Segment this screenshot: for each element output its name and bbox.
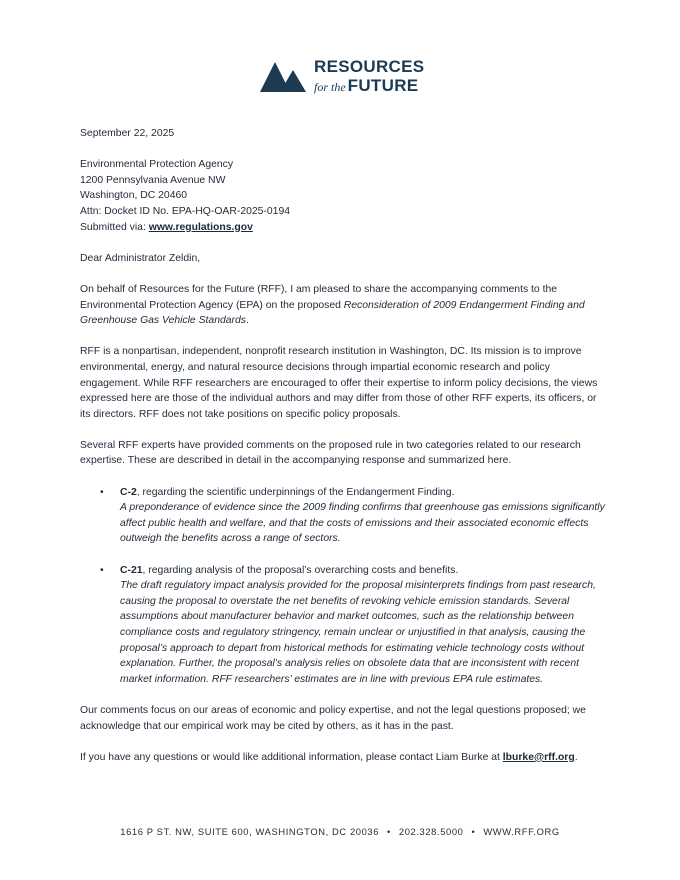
footer-separator: • [387, 826, 391, 837]
regulations-gov-link[interactable]: www.regulations.gov [148, 221, 253, 233]
intro-text: On behalf of Resources for the Future (RFF), I am pleased to share the accompanying comments to the Environmental Protection Agency (EPA) on the proposed [80, 283, 558, 311]
comment-code: C-2 [120, 486, 137, 498]
focus-paragraph: Our comments focus on our areas of economic and policy expertise, and not the legal questions proposed; we acknowledge that our empirical work may be cited by others, as it has in the past. [80, 704, 586, 732]
comment-detail: The draft regulatory impact analysis provided for the proposal misinterprets findings from past research, causing the proposal to overstate the net benefits of revoking vehicle emission standards. Several assumptions about manufacturer behavior and market outcomes, such as the relationship between compliance costs and regulatory stringency, remain unclear or unjustified in that analysis, causing the proposal’s approach to depart from historical methods for estimating vehicle technology costs without explanation. Further, the proposal’s analysis relies on obsolete data that are inconsistent with recent market information. RFF researchers’ estimates are in line with previous EPA rule estimates. [120, 580, 596, 685]
submitted-via-label: Submitted via: [80, 221, 149, 233]
list-item [80, 563, 605, 688]
recipient-address [80, 157, 605, 235]
logo-future: FUTURE [347, 76, 419, 95]
proposal-title: Reconsideration of 2009 Endangerment Finding and Greenhouse Gas Vehicle Standards [80, 299, 585, 327]
letterhead-footer [0, 826, 680, 837]
comment-list [80, 485, 605, 688]
logo-resources: RESOURCES [314, 57, 425, 76]
contact-text: If you have any questions or would like additional information, please contact Liam Burke at [80, 751, 503, 763]
contact-email-link[interactable]: lburke@rff.org [502, 751, 575, 763]
recipient-name: Environmental Protection Agency [80, 159, 234, 171]
footer-separator: • [471, 826, 476, 837]
intro-paragraph [80, 282, 605, 329]
bullet-icon: • [100, 486, 104, 498]
comment-detail: A preponderance of evidence since the 2009 finding confirms that greenhouse gas emissions significantly affect public health and welfare, and that the costs of emissions and their associated economic effects outweigh the benefits across a range of sectors. [120, 502, 605, 545]
list-item [80, 485, 605, 547]
contact-end: . [574, 751, 578, 763]
recipient-city: Washington, DC 20460 [80, 190, 188, 202]
summary-intro-paragraph: Several RFF experts have provided comments on the proposed rule in two categories related to our research expertise. These are described in detail in the accompanying response and summarized here. [80, 439, 581, 467]
recipient-attn: Attn: Docket ID No. EPA-HQ-OAR-2025-0194 [80, 205, 291, 217]
rff-logo [260, 58, 424, 94]
letter-body [80, 126, 605, 781]
letter-date: September 22, 2025 [80, 128, 175, 139]
mountains-icon [260, 60, 306, 92]
comment-heading: , regarding analysis of the proposal’s overarching costs and benefits. [142, 564, 459, 576]
recipient-street: 1200 Pennsylvania Avenue NW [80, 174, 226, 186]
about-paragraph: RFF is a nonpartisan, independent, nonprofit research institution in Washington, DC. Its mission is to improve environmental, energy, and natural resource decisions through impartial economic research and policy engagement. While RFF researchers are encouraged to offer their expertise to inform policy decisions, the views expressed here are those of the individual authors and may differ from those of other RFF experts, its officers, or its directors. RFF does not take positions on specific policy proposals. [80, 346, 598, 420]
intro-end: . [245, 315, 249, 327]
contact-paragraph [80, 750, 605, 766]
salutation: Dear Administrator Zeldin, [80, 252, 201, 264]
comment-heading: , regarding the scientific underpinnings of the Endangerment Finding. [136, 486, 455, 498]
footer-website: WWW.RFF.ORG [483, 826, 560, 837]
footer-phone: 202.328.5000 [398, 826, 464, 837]
logo-wordmark [314, 58, 424, 94]
logo-for-the: for the [314, 80, 346, 94]
bullet-icon: • [100, 564, 104, 576]
footer-address: 1616 P ST. NW, SUITE 600, WASHINGTON, DC 20036 [120, 826, 380, 837]
comment-code: C-21 [120, 564, 143, 576]
